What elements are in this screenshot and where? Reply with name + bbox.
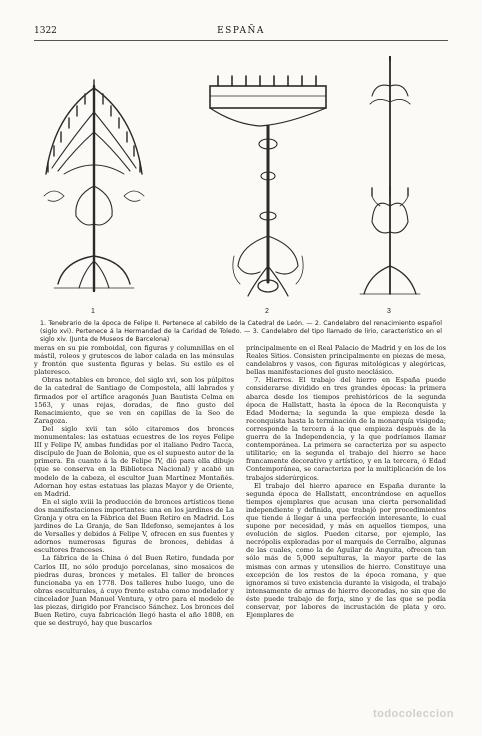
page-header-title: ESPAÑA bbox=[217, 26, 265, 36]
page-number: 1322 bbox=[34, 26, 57, 36]
paragraph: principalmente en el Real Palacio de Madrid y en los de los Reales Sitios. Consisten principalmente en piezas de mesa, candelabros y vasos, con figuras mitológicas y alegóricas, bellas manifestaciones del gusto neoclásico. bbox=[246, 344, 446, 377]
paragraph: Obras notables en bronce, del siglo xvi, son los púlpitos de la catedral de Santiago de Compostela, allí labrados y firmados por el artífice aragonés Juan Bautista Celma en 1563, y unas rejas, doradas, de fino gusto del Renacimiento, que se ven en capillas de la Seo de Zaragoza. bbox=[34, 376, 234, 425]
text-column-left bbox=[34, 344, 234, 696]
renaissance-candelabrum-drawing bbox=[210, 76, 326, 296]
text-columns bbox=[34, 344, 448, 696]
paragraph: El trabajo del hierro aparece en España durante la segunda época de Hallstatt, encontrándose en aquellos tiempos ejemplares que acusan una cierta personalidad independiente y definida, que trabajó por procedimientos que tiende á llegar á una perfección interesante, lo cual supone por necesidad, y más en aquellos tiempos, una evolución de siglos. Pueden citarse, por ejemplo, las necrópolis exploradas por el marqués de Cerralbo, algunas de las cuales, como la de Aguilar de Anguita, ofrecen tan sólo más de 5,000 sepulturas, la mayor parte de las mismas con armas y utensilios de hierro. Constituye una excepción de los restos de la época romana, y que ignoramos si tuvo existencia durante la visigoda, el trabajo intensamente de armas de hierro decoradas, no sin que de éste puede trabajo de forja, sino y de las que se podía conservar, por labores de incrustación de plata y oro. Ejemplares de bbox=[246, 481, 446, 620]
lily-candelabrum-drawing bbox=[360, 56, 420, 294]
tenebrario-drawing bbox=[44, 80, 144, 291]
text-column-right bbox=[246, 344, 446, 696]
running-head bbox=[34, 26, 448, 41]
paragraph: Del siglo xvii tan sólo citaremos dos bronces monumentales: las estatuas ecuestres de los reyes Felipe III y Felipe IV, ambas fundidas por el italiano Pedro Tacca, discípulo de Juan de Bolonia, que es el supuesto autor de la primera. En cuanto á la de Felipe IV, dió para ella dibujo (que se conserva en la Biblioteca Nacional) y acabó un modelo de la cabeza, el escultor Juan Martínez Montañés. Adornan hoy estas estatuas las plazas Mayor y de Oriente, en Madrid. bbox=[34, 424, 234, 498]
figure-plate bbox=[34, 56, 448, 318]
figure-label-1: 1 bbox=[91, 308, 95, 315]
paragraph: En el siglo xviii la producción de bronces artísticos tiene dos manifestaciones importantes: una en los jardines de La Granja y otra en la Fábrica del Buen Retiro en Madrid. Los jardines de La Granja, de San Ildefonso, semejantes á los de Versalles y debidos á Felipe V, ofrecen en sus fuentes y adornos numerosas figuras de bronces, debidas á escultores franceses. bbox=[34, 497, 234, 555]
paragraph: La fábrica de la China ó del Buen Retiro, fundada por Carlos III, no sólo produjo porcelanas, sino mosaicos de piedras duras, bronces y metales. El taller de bronces funcionaba ya en 1778. Dos talleres hubo luego, uno de obras esculturales, á cuyo frente estaba como modelador y cincelador Juan Manuel Ventura, y otro para el modelo de las piezas, dirigido por Francisco Sánchez. Los bronces del Buen Retiro, cuya fabricación llegó hasta el año 1808, en que se destruyó, hay que buscarlos bbox=[34, 554, 234, 628]
watermark: todocoleccion bbox=[372, 708, 454, 720]
figure-caption: 1. Tenebrario de la época de Felipe II. Pertenece al cabildo de la Catedral de León. — 2. Candelabro del renacimiento español (siglo xvi). Pertenece á la Hermandad de la Caridad de Toledo. — 3. Candelabro del tipo llamado de lirio, característico en el siglo xiv. (Junta de Museos de Barcelona) bbox=[40, 320, 442, 343]
paragraph: meras en su pie romboidal, con figuras y columnillas en el mástil, roleos y grutescos de labor calada en las ménsulas y frontón que sustenta figuras y belas. Su estilo es el plateresco. bbox=[34, 344, 234, 377]
paragraph: 7. Hierros. El trabajo del hierro en España puede considerarse dividido en tres grandes épocas: la primera abarca desde los tiempos prehistóricos de la segunda época de Hallstatt, hasta la época de la Reconquista y Edad Moderna; la segunda la que empieza desde la reconquista hasta la terminación de la monarquía visigoda; corresponde la tercera á la que empieza después de la guerra de la Independencia, y la que podríamos llamar contemporánea. La primera se caracteriza por su aspecto utilitario; en la segunda el trabajo del hierro se hace francamente decorativo y artístico, y en la tercera, ó Edad Contemporánea, se caracteriza por la multiplicación de los trabajos siderúrgicos. bbox=[246, 376, 446, 482]
figure-label-2: 2 bbox=[265, 308, 269, 315]
figure-label-3: 3 bbox=[387, 308, 391, 315]
candelabra-illustrations bbox=[34, 56, 448, 318]
